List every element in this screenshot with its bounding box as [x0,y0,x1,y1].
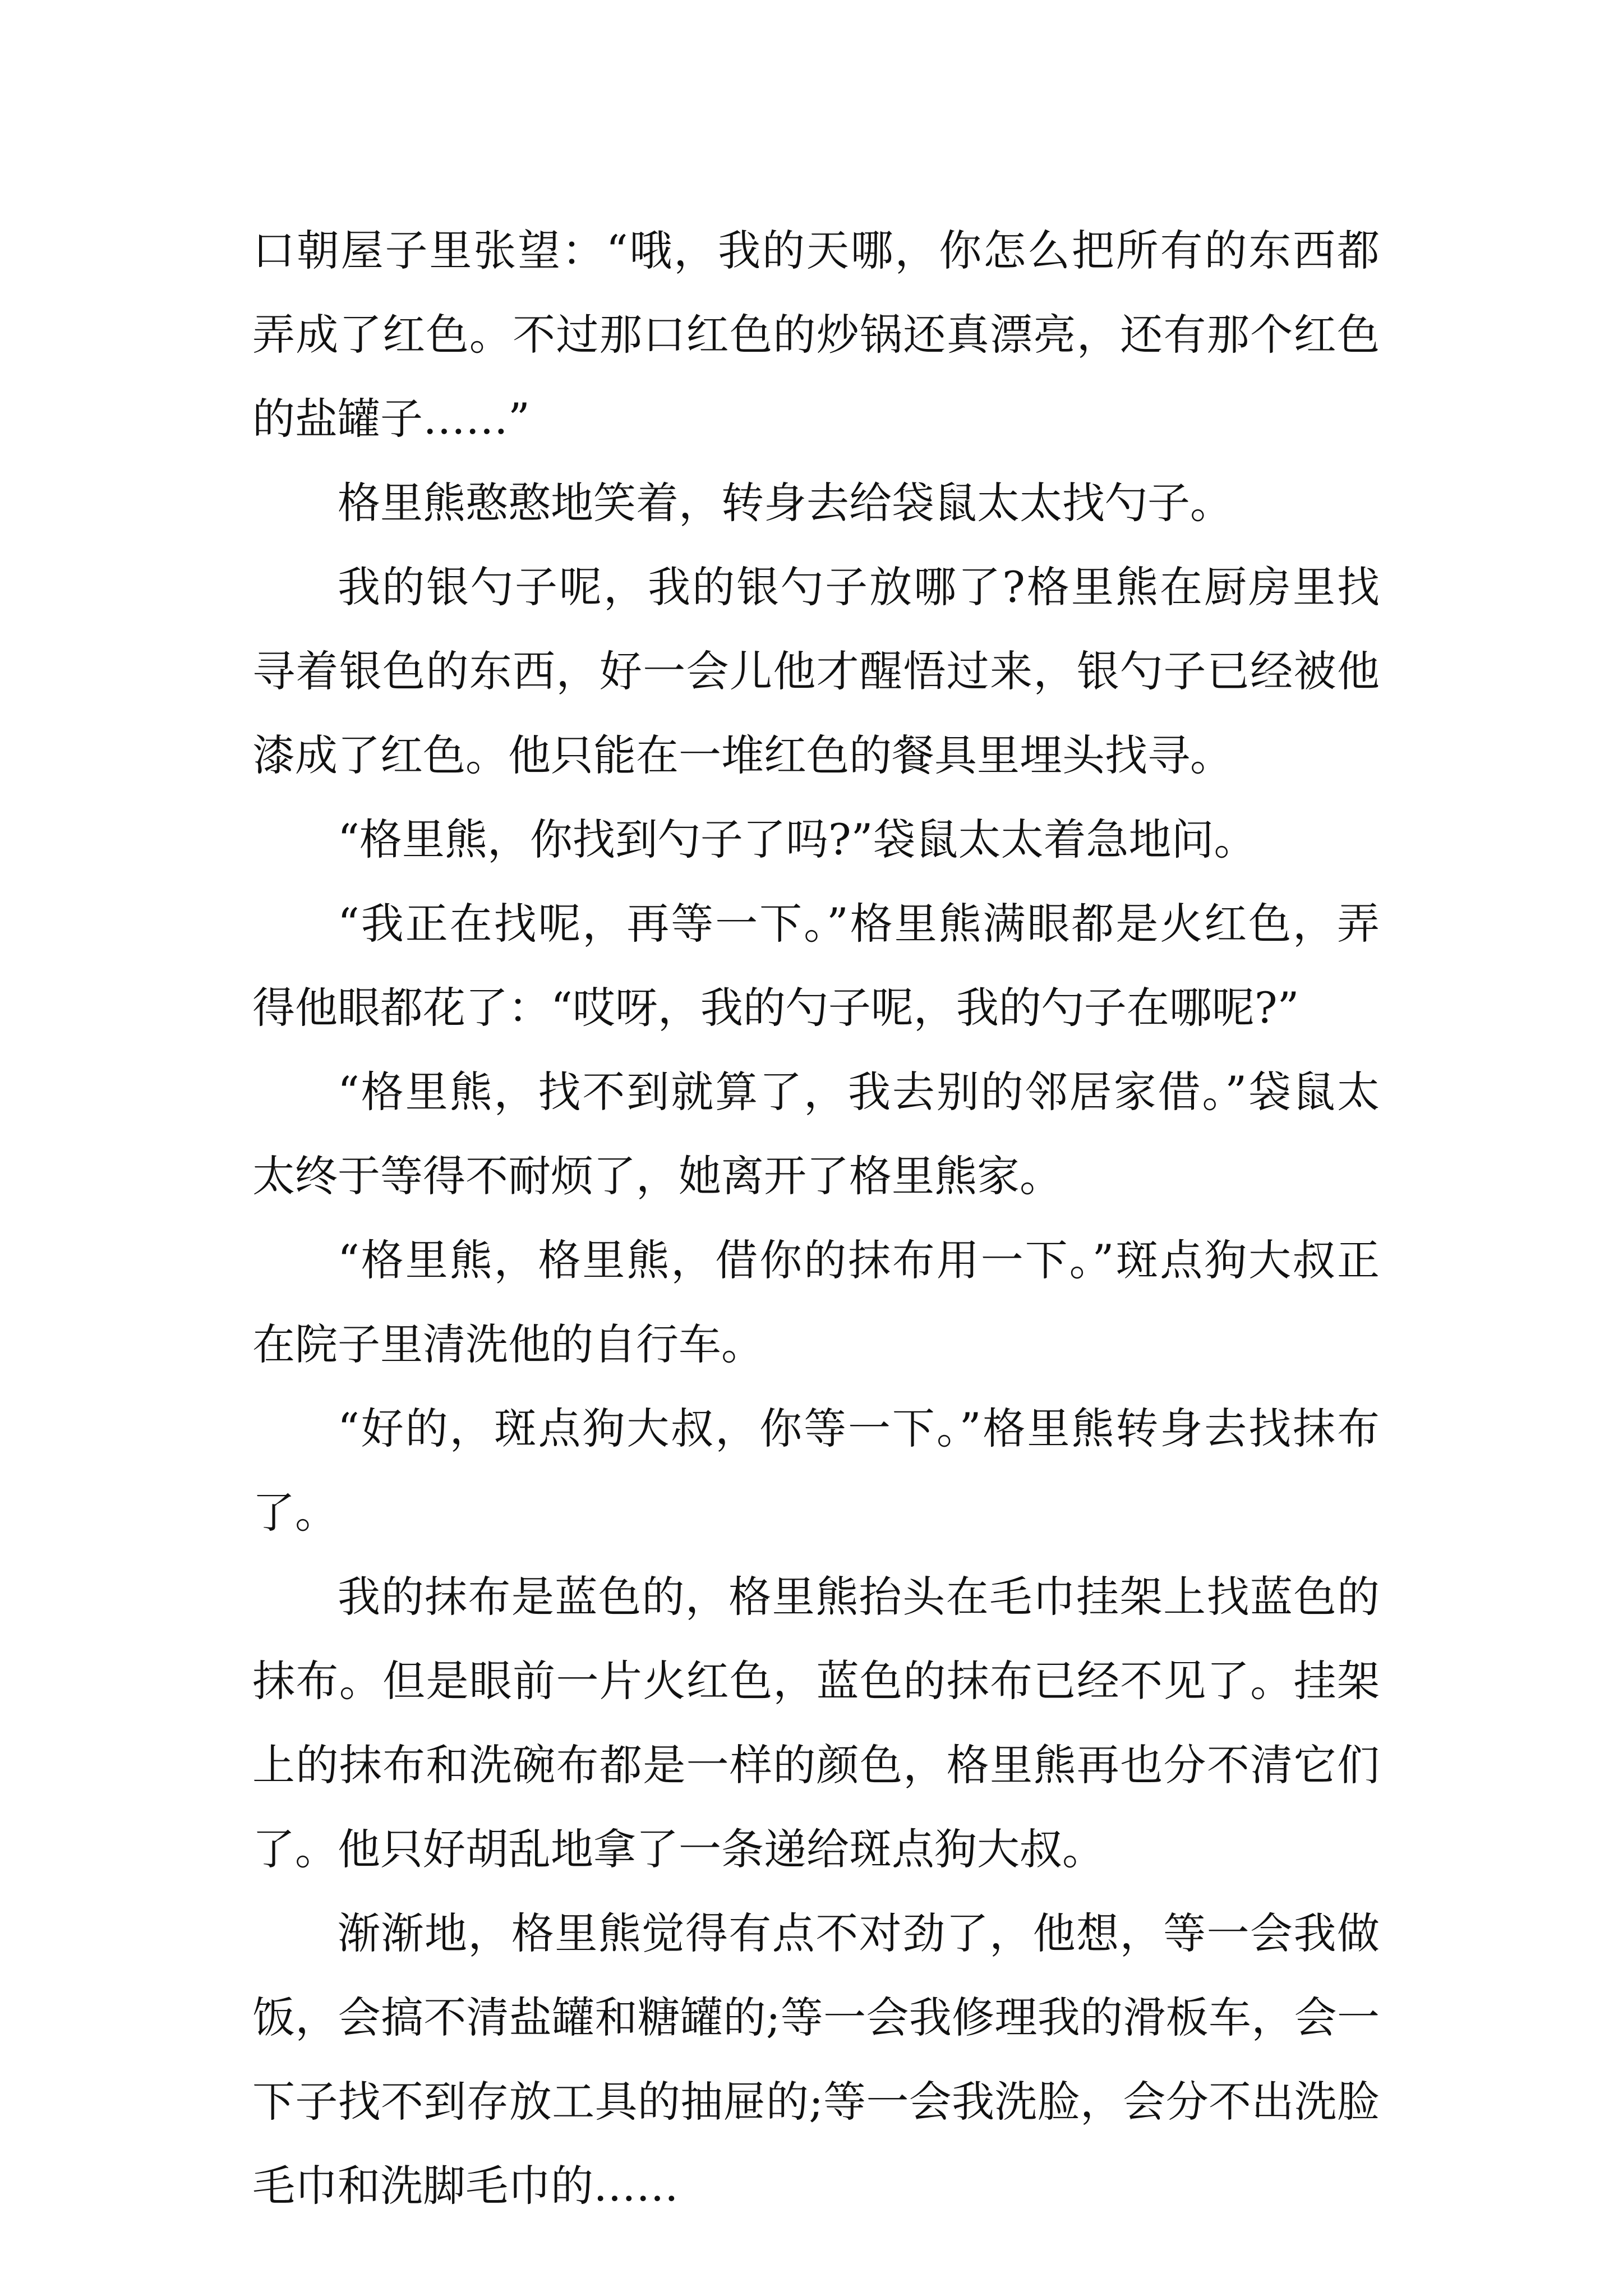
paragraph-1: 口朝屋子里张望：“哦，我的天哪，你怎么把所有的东西都弄成了红色。不过那口红色的炒锅还真漂亮，还有那个红色的盐罐子……” [252,226,1380,444]
paragraph-7: “格里熊，格里熊，借你的抹布用一下。”斑点狗大叔正在院子里清洗他的自行车。 [252,1235,1380,1369]
paragraph-9: 我的抹布是蓝色的，格里熊抬头在毛巾挂架上找蓝色的抹布。但是眼前一片火红色，蓝色的抹布已经不见了。挂架上的抹布和洗碗布都是一样的颜色，格里熊再也分不清它们了。他只好胡乱地拿了一条递给斑点狗大叔。 [252,1572,1380,1874]
paragraph-6: “格里熊，找不到就算了，我去别的邻居家借。”袋鼠太太终于等得不耐烦了，她离开了格里熊家。 [252,1067,1380,1201]
paragraph-3: 我的银勺子呢，我的银勺子放哪了?格里熊在厨房里找寻着银色的东西，好一会儿他才醒悟过来，银勺子已经被他漆成了红色。他只能在一堆红色的餐具里埋头找寻。 [252,562,1380,780]
paragraph-10: 渐渐地，格里熊觉得有点不对劲了，他想，等一会我做饭，会搞不清盐罐和糖罐的;等一会我修理我的滑板车，会一下子找不到存放工具的抽屉的;等一会我洗脸，会分不出洗脸毛巾和洗脚毛巾的…… [252,1908,1380,2211]
body-text [252,209,1380,2228]
paragraph-5: “我正在找呢，再等一下。”格里熊满眼都是火红色，弄得他眼都花了：“哎呀，我的勺子呢，我的勺子在哪呢?” [252,899,1380,1033]
paragraph-4: “格里熊，你找到勺子了吗?”袋鼠太太着急地问。 [338,815,1257,864]
paragraph-8: “好的，斑点狗大叔，你等一下。”格里熊转身去找抹布了。 [252,1404,1380,1538]
paragraph-2: 格里熊憨憨地笑着，转身去给袋鼠太太找勺子。 [338,478,1233,528]
